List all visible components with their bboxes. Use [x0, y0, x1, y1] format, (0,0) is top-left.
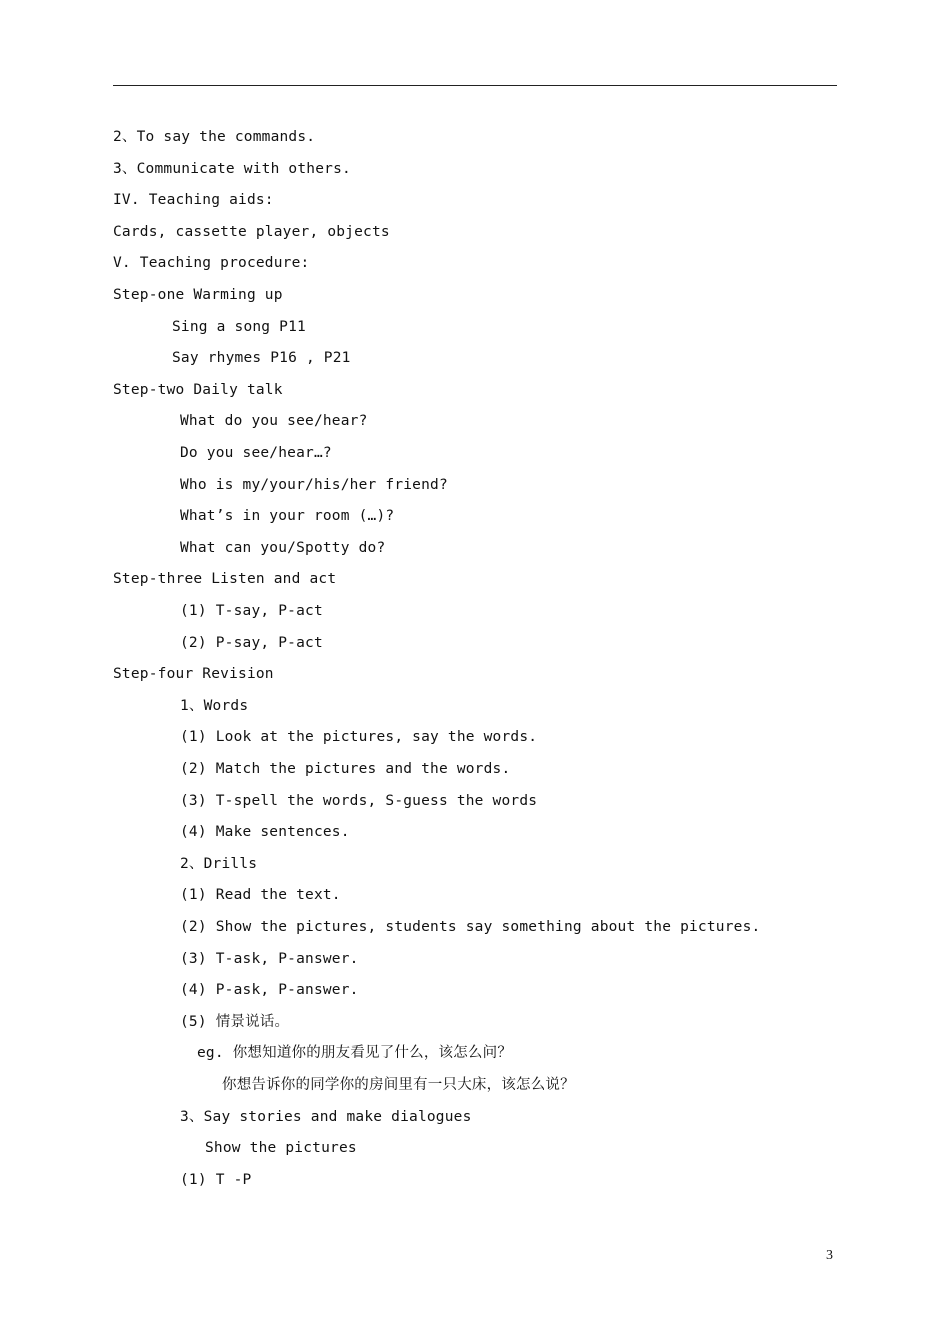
text-line: (1) T -P — [180, 1172, 252, 1188]
subsection-heading: 3、Say stories and make dialogues — [180, 1109, 472, 1125]
step-heading: Step-one Warming up — [113, 287, 283, 303]
text-line: (4) P-ask, P-answer. — [180, 982, 359, 998]
text-line: 2、To say the commands. — [113, 129, 316, 145]
header-rule — [113, 85, 837, 86]
text-line: (3) T-ask, P-answer. — [180, 951, 359, 967]
text-line: eg. 你想知道你的朋友看见了什么，该怎么问？ — [197, 1045, 513, 1061]
text-line: (1) Look at the pictures, say the words. — [180, 729, 538, 745]
section-heading: IV. Teaching aids: — [113, 192, 274, 208]
text-line: (2) Show the pictures, students say something about the pictures. — [180, 919, 761, 935]
text-line: (5) 情景说话。 — [180, 1014, 290, 1030]
text-line: Say rhymes P16 , P21 — [172, 350, 351, 366]
text-line: Show the pictures — [205, 1140, 357, 1156]
text-line: (2) Match the pictures and the words. — [180, 761, 511, 777]
page-number: 3 — [826, 1248, 833, 1263]
step-heading: Step-four Revision — [113, 666, 274, 682]
text-line: What’s in your room (…)? — [180, 508, 395, 524]
text-line: Sing a song P11 — [172, 319, 306, 335]
text-line: (4) Make sentences. — [180, 824, 350, 840]
step-heading: Step-two Daily talk — [113, 382, 283, 398]
text-line: Do you see/hear…? — [180, 445, 332, 461]
text-line: Cards, cassette player, objects — [113, 224, 390, 240]
step-heading: Step-three Listen and act — [113, 571, 337, 587]
subsection-heading: 2、Drills — [180, 856, 258, 872]
text-line: (1) T-say, P-act — [180, 603, 323, 619]
text-line: Who is my/your/his/her friend? — [180, 477, 448, 493]
text-line: (3) T-spell the words, S-guess the words — [180, 793, 538, 809]
text-line: 你想告诉你的同学你的房间里有一只大床，该怎么说？ — [222, 1077, 575, 1093]
subsection-heading: 1、Words — [180, 698, 249, 714]
text-line: What can you/Spotty do? — [180, 540, 386, 556]
text-line: What do you see/hear? — [180, 413, 368, 429]
text-line: (2) P-say, P-act — [180, 635, 323, 651]
text-line: 3、Communicate with others. — [113, 161, 351, 177]
text-line: (1) Read the text. — [180, 887, 341, 903]
section-heading: V. Teaching procedure: — [113, 255, 310, 271]
